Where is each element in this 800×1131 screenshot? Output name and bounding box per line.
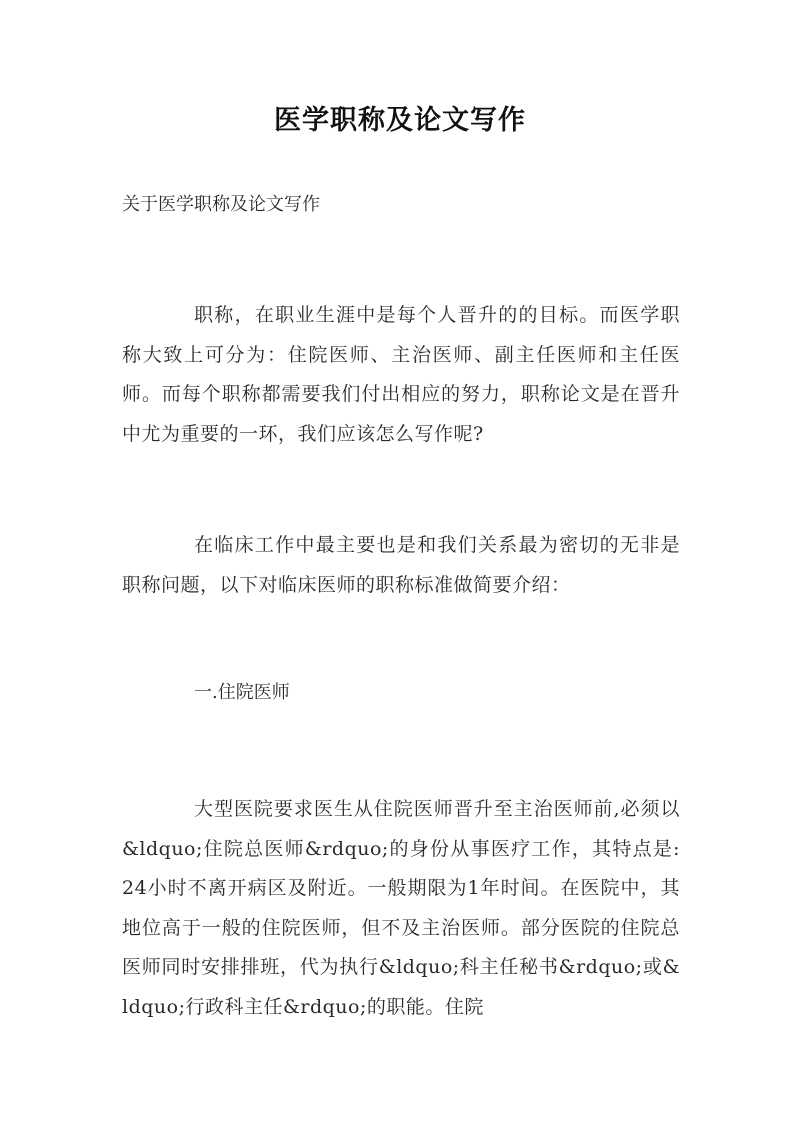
document-title: 医学职称及论文写作 xyxy=(274,105,526,136)
document-subtitle: 关于医学职称及论文写作 xyxy=(122,194,320,215)
paragraph-chief-resident: 大型医院要求医生从住院医师晋升至主治医师前,必须以&ldquo;住院总医师&rdquo;的身份从事医疗工作，其特点是: 24小时不离开病区及附近。一般期限为1年时间。在医院中，其地位高于一般的住院医师，但不及主治医师。部分医院的住院总医师同时安排排班，代为执行&ldquo;科主任秘书&rdquo;或&ldquo;行政科主任&rdquo;的职能。住院 xyxy=(122,798,680,1018)
paragraph-clinical: 在临床工作中最主要也是和我们关系最为密切的无非是职称问题，以下对临床医师的职称标准做简要介绍： xyxy=(122,534,680,596)
section-heading-resident: 一.住院医师 xyxy=(194,682,290,703)
paragraph-intro: 职称，在职业生涯中是每个人晋升的的目标。而医学职称大致上可分为：住院医师、主治医师、副主任医师和主任医师。而每个职称都需要我们付出相应的努力，职称论文是在晋升中尤为重要的一环，我们应该怎么写作呢? xyxy=(122,304,680,445)
